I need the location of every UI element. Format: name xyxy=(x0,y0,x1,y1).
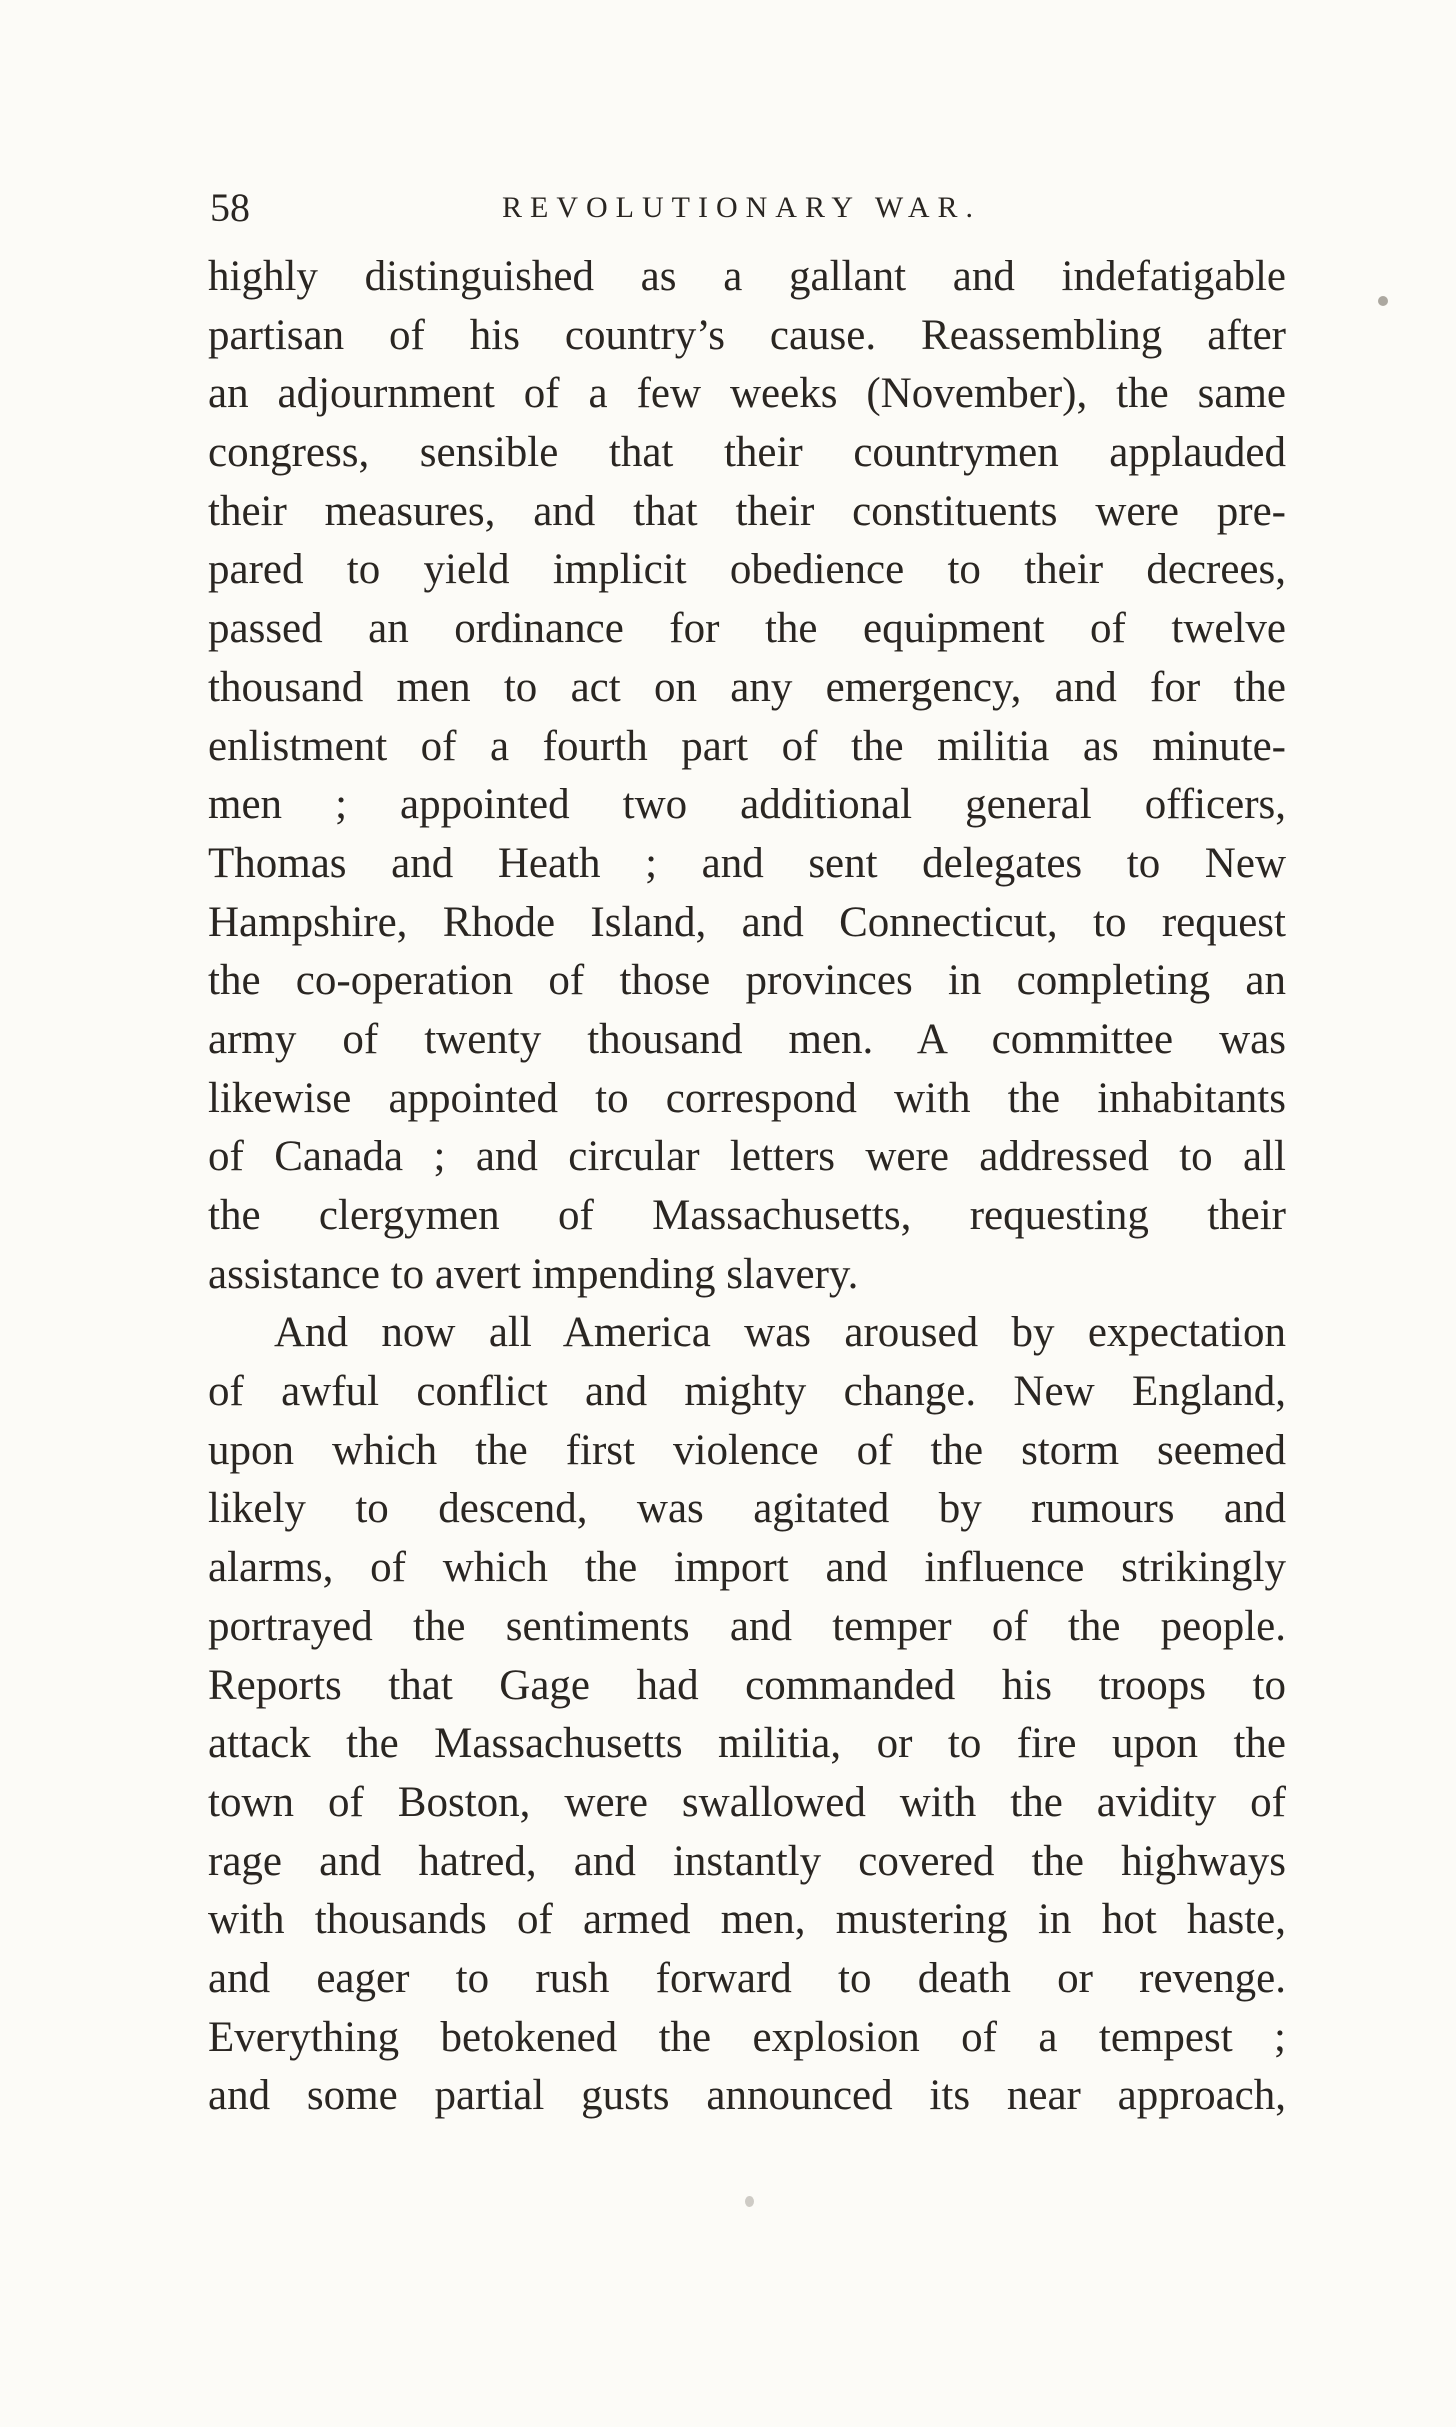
text-line: Thomas and Heath ; and sent delegates to New xyxy=(208,839,1286,887)
text-line: alarms, of which the import and influence strikingly xyxy=(208,1544,1286,1592)
text-line: of awful conflict and mighty change. New England, xyxy=(208,1368,1286,1416)
paper-speck xyxy=(745,2196,754,2207)
text-line: pared to yield implicit obedience to their decrees, xyxy=(208,546,1286,594)
text-line: portrayed the sentiments and temper of the people. xyxy=(208,1602,1286,1650)
text-line: passed an ordinance for the equipment of twelve xyxy=(208,605,1286,653)
text-line: rage and hatred, and instantly covered the highways xyxy=(208,1837,1286,1885)
text-line: town of Boston, were swallowed with the avidity of xyxy=(208,1778,1286,1826)
text-line: congress, sensible that their countrymen applauded xyxy=(208,429,1286,477)
text-line: highly distinguished as a gallant and indefatigable xyxy=(208,253,1286,300)
text-line: and eager to rush forward to death or revenge. xyxy=(208,1954,1286,2002)
text-line: Hampshire, Rhode Island, and Connecticut, to request xyxy=(208,898,1286,946)
text-line: upon which the first violence of the storm seemed xyxy=(208,1426,1286,1474)
text-line: of Canada ; and circular letters were addressed to all xyxy=(208,1133,1286,1181)
running-head: REVOLUTIONARY WAR. xyxy=(502,191,981,224)
text-line: likely to descend, was agitated by rumours and xyxy=(208,1485,1286,1533)
text-line: an adjournment of a few weeks (November), the same xyxy=(208,370,1286,418)
paper-speck xyxy=(1378,296,1388,306)
text-line: men ; appointed two additional general officers, xyxy=(208,781,1286,829)
text-line: assistance to avert impending slavery. xyxy=(208,1250,859,1298)
text-line: with thousands of armed men, mustering in hot haste, xyxy=(208,1896,1286,1944)
page-header xyxy=(210,178,1290,238)
text-line: the co-operation of those provinces in completing an xyxy=(208,957,1286,1005)
text-line: the clergymen of Massachusetts, requesting their xyxy=(208,1192,1286,1239)
text-line: army of twenty thousand men. A committee was xyxy=(208,1015,1286,1063)
text-line: their measures, and that their constituents were pre- xyxy=(208,487,1286,535)
text-line: Everything betokened the explosion of a tempest ; xyxy=(208,2013,1286,2061)
text-line: enlistment of a fourth part of the militia as minute- xyxy=(208,722,1286,770)
text-line: attack the Massachusetts militia, or to fire upon the xyxy=(208,1720,1286,1768)
text-line: Reports that Gage had commanded his troops to xyxy=(208,1661,1286,1709)
text-line: partisan of his country’s cause. Reassembling after xyxy=(208,311,1286,359)
body-text xyxy=(208,248,1286,2126)
text-line: thousand men to act on any emergency, and for the xyxy=(208,663,1286,711)
text-line: likewise appointed to correspond with the inhabitants xyxy=(208,1074,1286,1122)
text-line: and some partial gusts announced its near approach, xyxy=(208,2072,1286,2120)
text-line: And now all America was aroused by expectation xyxy=(274,1309,1286,1357)
page-number: 58 xyxy=(210,185,250,230)
